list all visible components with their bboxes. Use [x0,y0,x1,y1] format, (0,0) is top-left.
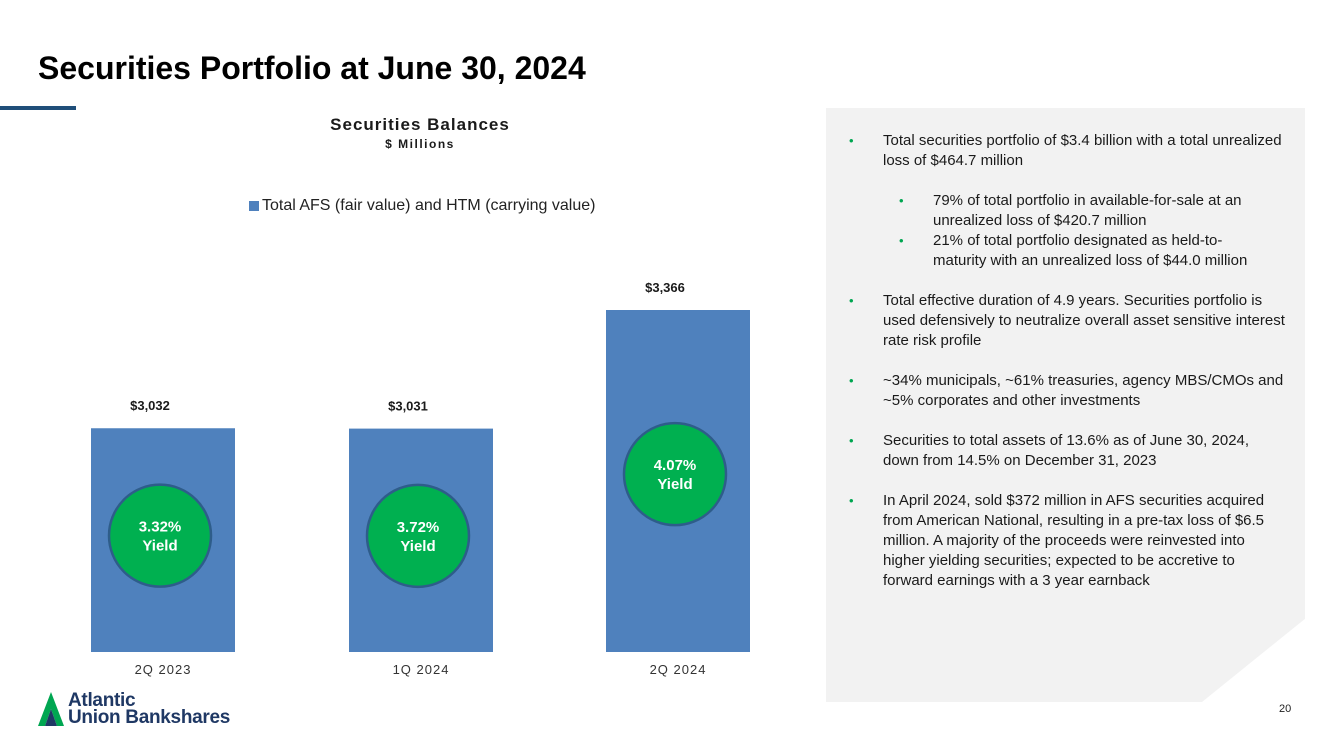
bullet-dot-icon: • [849,133,854,148]
bullet-item [849,131,1289,271]
yield-label: Yield [400,537,436,555]
bullet-item [849,431,1289,471]
bullet-text: ~34% municipals, ~61% treasuries, agency MBS/CMOs and ~5% corporates and other investments [883,372,1284,409]
bullet-dot-icon: • [849,433,854,448]
logo-line-2: Union Bankshares [68,707,231,728]
bullet-text: Securities to total assets of 13.6% as of June 30, 2024, down from 14.5% on December 31, 2023 [883,432,1250,469]
yield-label: Yield [142,537,178,555]
sub-bullet-text: 21% of total portfolio designated as held-to-maturity with an unrealized loss of $44.0 million [933,232,1248,269]
logo-mark-icon [38,692,64,726]
yield-value: 3.32% [138,518,182,536]
yield-label: Yield [657,476,693,494]
x-tick-label: 2Q 2023 [134,662,192,677]
x-tick-label: 1Q 2024 [392,662,450,677]
bullet-dot-icon: • [849,493,854,508]
legend-label: Total AFS (fair value) and HTM (carrying value) [262,197,596,214]
x-tick-label: 2Q 2024 [649,662,707,677]
sub-bullet-dot-icon: • [899,193,904,208]
data-label: $3,366 [645,280,685,295]
page-number: 20 [1279,703,1292,715]
bullet-dot-icon: • [849,293,854,308]
data-label: $3,031 [388,398,428,414]
bullet-item [849,491,1289,591]
bullet-item [849,291,1289,351]
yield-value: 4.07% [653,457,697,475]
chart-subtitle: $ Millions [385,137,455,151]
logo-line-1: Atlantic [68,690,136,711]
bullet-dot-icon: • [849,373,854,388]
page-title: Securities Portfolio at June 30, 2024 [38,50,586,86]
sub-bullet-item [899,231,1263,271]
company-logo [38,692,230,726]
sub-bullet-item [899,191,1263,231]
sub-bullet-text: 79% of total portfolio in available-for-sale at an unrealized loss of $420.7 million [933,192,1242,229]
sub-bullet-dot-icon: • [899,233,904,248]
yield-value: 3.72% [396,518,440,536]
bullet-text: Total effective duration of 4.9 years. Securities portfolio is used defensively to neutralize overall asset sensitive interest rate risk profile [883,292,1285,349]
bullet-text: In April 2024, sold $372 million in AFS securities acquired from American National, resulting in a pre-tax loss of $6.5 million. A majority of the proceeds were reinvested into higher yielding securities; expected to be accretive to forward earnings with a 3 year earnback [883,492,1265,589]
commentary-bullets [849,131,1289,611]
chart-title: Securities Balances [330,115,510,134]
bullet-item [849,371,1289,411]
bullet-text: Total securities portfolio of $3.4 billion with a total unrealized loss of $464.7 million [883,132,1282,169]
data-label: $3,032 [130,398,170,414]
